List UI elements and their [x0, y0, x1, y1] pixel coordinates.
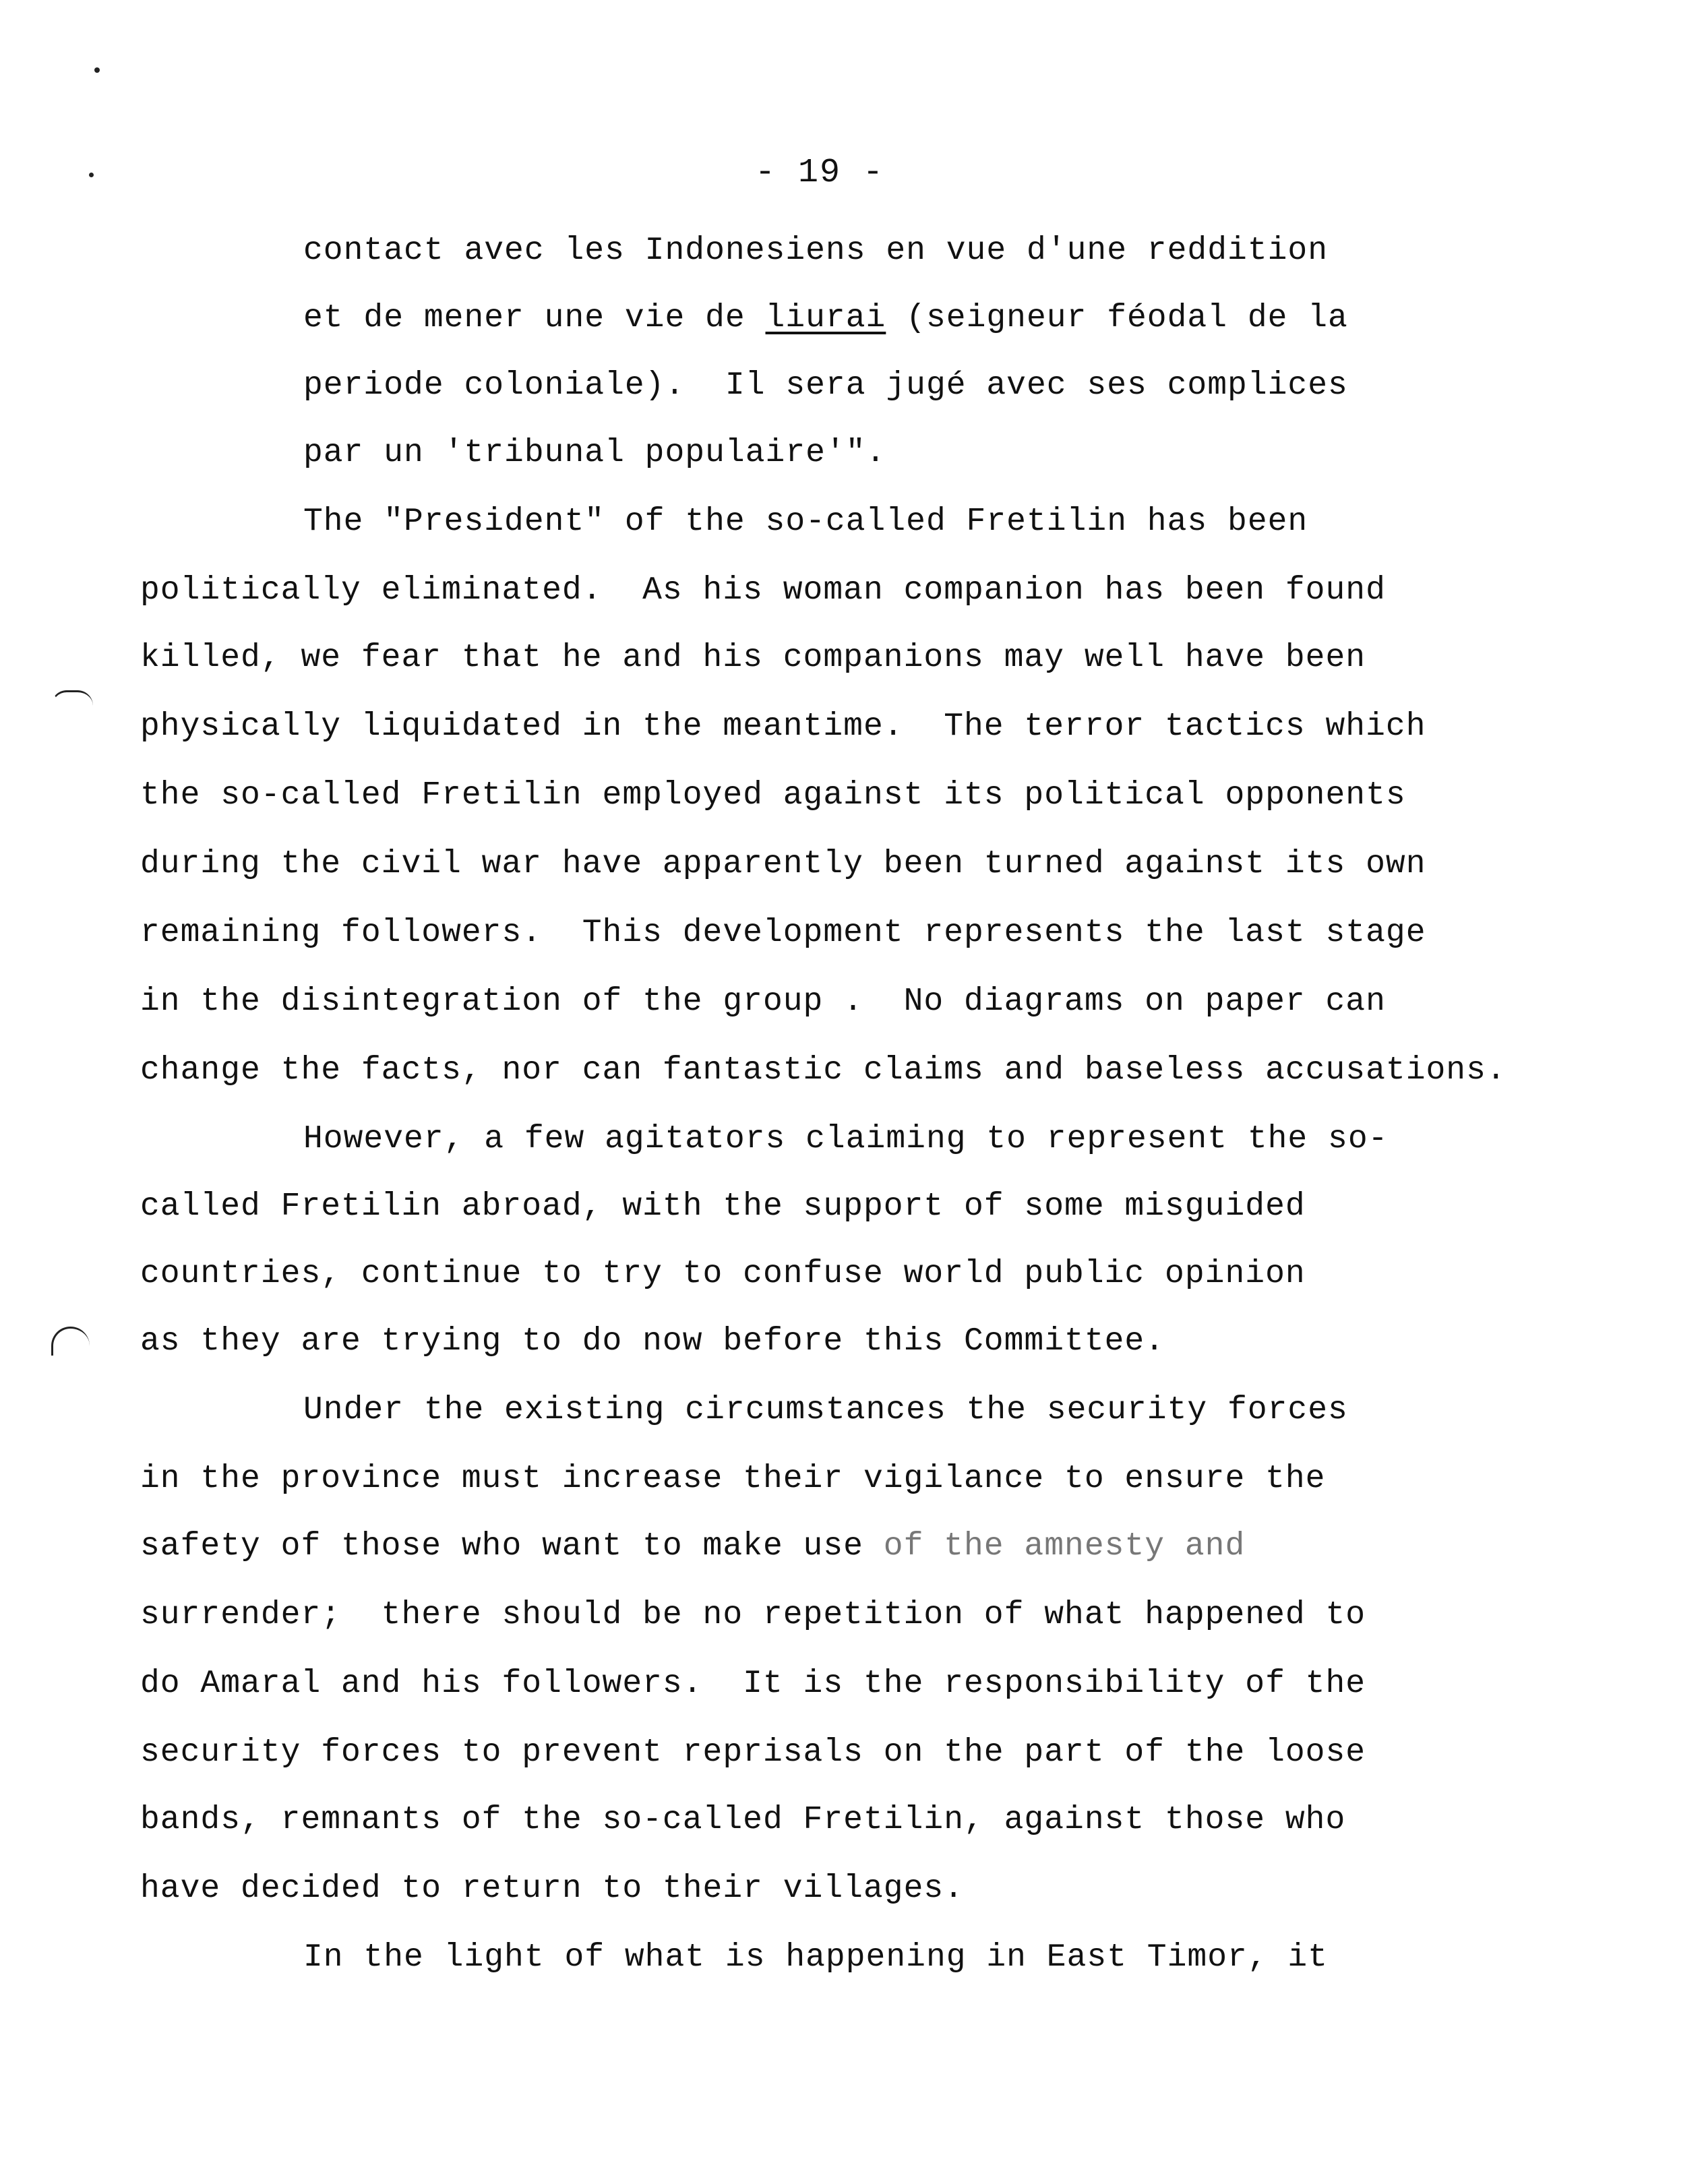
- text-line: as they are trying to do now before this Committee.: [140, 1323, 1165, 1360]
- text-segment: safety of those who want to make use: [140, 1528, 884, 1565]
- scan-speck: [94, 67, 100, 73]
- paragraph-start: Under the existing circumstances the security forces: [303, 1392, 1348, 1428]
- text-line: [140, 1530, 1245, 1563]
- scan-speck: [89, 173, 94, 177]
- text-line: bands, remnants of the so-called Fretilin, against those who: [140, 1802, 1346, 1838]
- paragraph-start: In the light of what is happening in East Timor, it: [303, 1939, 1329, 1976]
- paragraph-start: However, a few agitators claiming to represent the so-: [303, 1121, 1389, 1157]
- faded-text-segment: of the amnesty and: [883, 1528, 1246, 1565]
- text-line: in the disintegration of the group . No diagrams on paper can: [140, 983, 1386, 1020]
- text-line: par un 'tribunal populaire'".: [303, 435, 886, 471]
- page-number: - 19 -: [755, 154, 885, 192]
- text-line: periode coloniale). Il sera jugé avec ses complices: [303, 367, 1348, 404]
- text-line: physically liquidated in the meantime. The terror tactics which: [140, 708, 1426, 745]
- text-line: surrender; there should be no repetition of what happened to: [140, 1597, 1366, 1633]
- text-line: the so-called Fretilin employed against its political opponents: [140, 777, 1406, 814]
- text-line: in the province must increase their vigilance to ensure the: [140, 1461, 1326, 1497]
- text-line: change the facts, nor can fantastic claims and baseless accusations.: [140, 1052, 1507, 1089]
- paragraph-start: The "President" of the so-called Fretilin has been: [303, 504, 1308, 540]
- margin-mark: [51, 690, 93, 706]
- text-line: [303, 302, 1348, 334]
- text-segment: et de mener une vie de: [303, 300, 766, 336]
- text-line: do Amaral and his followers. It is the responsibility of the: [140, 1666, 1366, 1702]
- text-line: contact avec les Indonesiens en vue d'une reddition: [303, 233, 1329, 269]
- text-line: during the civil war have apparently been turned against its own: [140, 846, 1426, 882]
- text-line: have decided to return to their villages.: [140, 1871, 964, 1907]
- text-line: security forces to prevent reprisals on the part of the loose: [140, 1734, 1366, 1771]
- text-line: remaining followers. This development represents the last stage: [140, 915, 1426, 951]
- text-line: politically eliminated. As his woman companion has been found: [140, 572, 1386, 609]
- text-segment: (seigneur féodal de la: [886, 300, 1348, 336]
- underlined-term: liurai: [765, 300, 886, 336]
- text-line: countries, continue to try to confuse world public opinion: [140, 1256, 1306, 1292]
- margin-mark: [51, 1327, 90, 1356]
- text-line: killed, we fear that he and his companions may well have been: [140, 640, 1366, 676]
- text-line: called Fretilin abroad, with the support of some misguided: [140, 1188, 1306, 1225]
